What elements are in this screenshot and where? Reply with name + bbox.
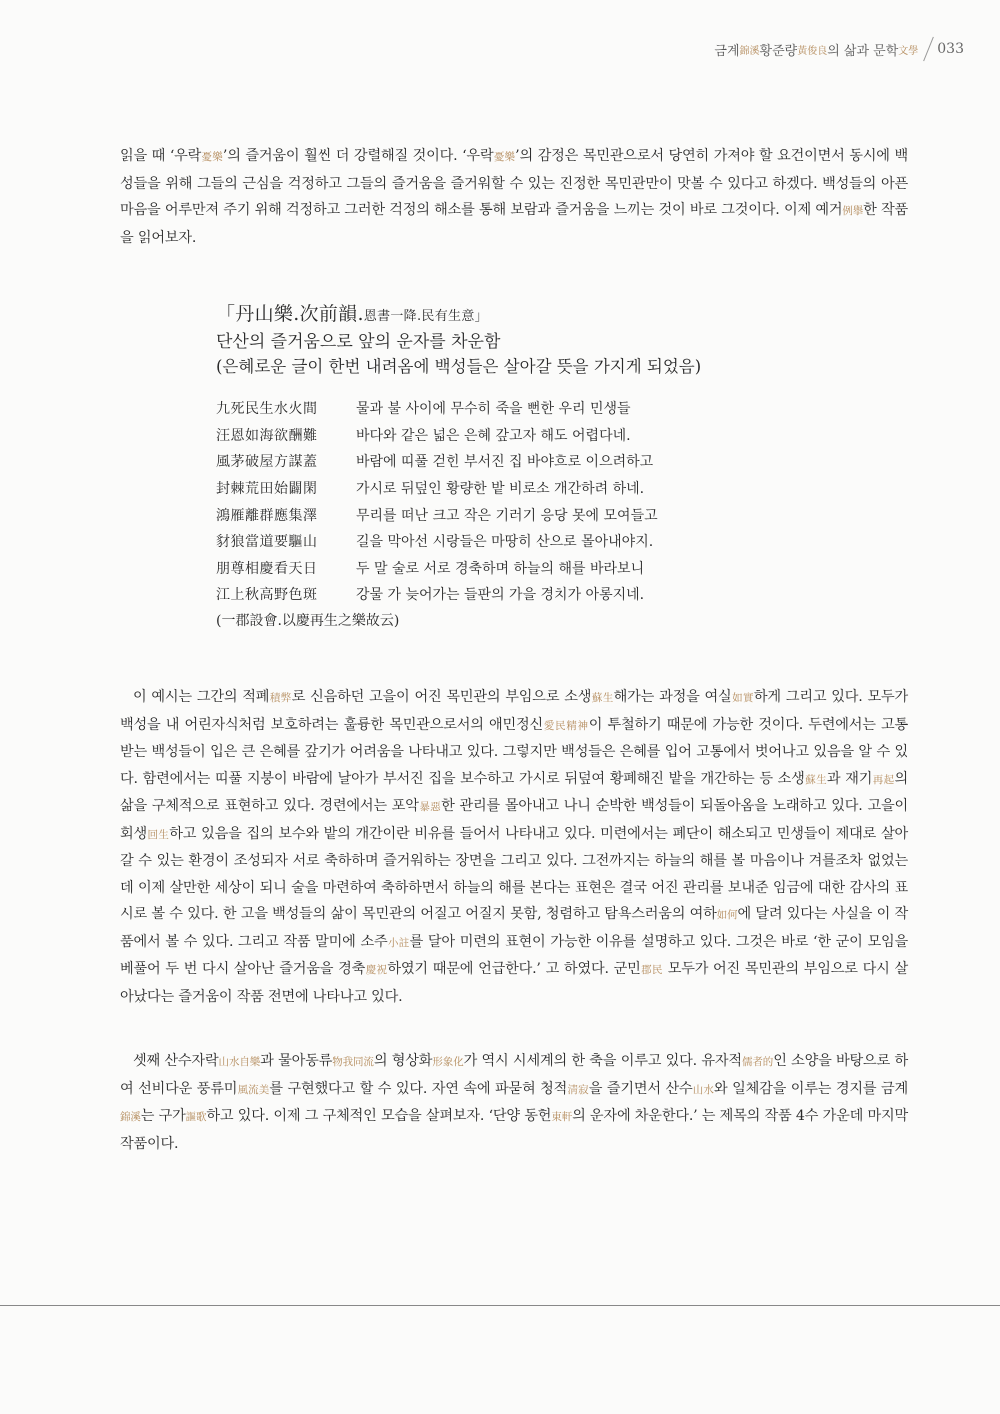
poem-annotation: (一郡設會.以慶再生之樂故云) xyxy=(216,612,400,629)
hanja-gloss: 回生 xyxy=(147,828,170,841)
page-number: 033 xyxy=(937,41,964,57)
poem-line-translation: 길을 막아선 시랑들은 마땅히 산으로 몰아내야지. xyxy=(356,534,654,551)
hanja-gloss: 錦溪 xyxy=(120,1111,141,1123)
hanja-gloss: 暴惡 xyxy=(418,801,442,813)
poem-line-hanja: 風茅破屋方謀蓋 xyxy=(216,454,318,471)
poem-title-note: (은혜로운 글이 한번 내려옴에 백성들은 살아갈 뜻을 가지게 되었음) xyxy=(216,357,702,376)
poem-line-hanja: 江上秋高野色斑 xyxy=(216,587,318,604)
poem-line-translation: 물과 불 사이에 무수히 죽을 뻔한 우리 민생들 xyxy=(356,401,631,418)
hanja-gloss: 山水 xyxy=(692,1083,714,1096)
poem-line-hanja: 九死民生水火間 xyxy=(216,401,318,418)
poem-lines xyxy=(216,395,816,608)
poem-line xyxy=(216,501,816,528)
poem-line xyxy=(216,528,816,555)
paragraph-text: 이 예시는 그간의 적폐 xyxy=(133,689,270,705)
paragraph-text: 하고 있다. 이제 그 구체적인 모습을 살펴보자. ‘단양 동헌 xyxy=(206,1108,552,1124)
paragraph-text: ’의 감정은 목민관으로서 당연히 가져야 할 요건이면서 동시에 백성들을 위해 그들의 근심을 걱정하고 그들의 즐거움을 즐거워할 수 있는 진정한 목민관만이 맛볼 수 있다고 하겠다. 백성들의 아픈 마음을 어루만져 주기 위해 걱정하고 그러한 걱정의 해소를 통해 보람과 즐거움을 느끼는 것이 바로 그것이다. 이제 예거 xyxy=(120,148,908,218)
paragraph-text: 와 일체감을 이루는 경지를 금계 xyxy=(713,1080,908,1097)
hanja-gloss: 如何 xyxy=(716,909,738,921)
poem-line xyxy=(216,422,816,449)
header-divider xyxy=(923,37,934,61)
header-text: 의 삶과 문학 xyxy=(827,43,899,59)
paragraph-text: 한 관리를 몰아내고 나니 순박한 백성들이 되돌아옴을 노래하고 있다. 고을이 회생 xyxy=(120,798,908,842)
hanja-gloss: 小註 xyxy=(387,936,410,949)
poem-line xyxy=(216,581,816,608)
poem-line-hanja: 鴻雁離群應集澤 xyxy=(216,507,318,524)
paragraph-text: 를 달아 미련의 표현이 가능한 이유를 설명하고 있다. 그것은 바로 ‘한 군이 모임을 베풀어 두 번 다시 살아난 즐거움을 경축 xyxy=(120,933,908,977)
poem-line-translation: 가시로 뒤덮인 황량한 밭 비로소 개간하려 하네. xyxy=(356,481,645,498)
body-paragraph-2 xyxy=(120,684,908,1010)
poem-line xyxy=(216,475,816,502)
paragraph-text: 모두가 어진 목민관의 부임으로 다시 살아났다는 즐거움이 작품 전면에 나타나고 있다. xyxy=(120,961,908,1005)
poem-line-hanja: 汪恩如海欲酬難 xyxy=(216,427,318,444)
hanja-gloss: 東軒 xyxy=(551,1111,573,1123)
paragraph-text: 의 삶을 구체적으로 표현하고 있다. 경련에서는 포악 xyxy=(120,770,908,814)
hanja-gloss: 蘇生 xyxy=(804,773,827,786)
paragraph-text: 한 작품을 읽어보자. xyxy=(120,202,908,246)
poem-title-sub: 恩書一降.民有生意」 xyxy=(363,309,488,324)
poem-line xyxy=(216,555,816,582)
paragraph-text: 로 신음하던 고을이 어진 목민관의 부임으로 소생 xyxy=(291,689,592,705)
paragraph-text: 하게 그리고 있다. 모두가 백성을 내 어린자식처럼 보호하려는 훌륭한 목민관으로서의 애민정신 xyxy=(120,689,909,733)
body-paragraph-3 xyxy=(120,1048,908,1157)
hanja-gloss: 風流美 xyxy=(237,1083,270,1096)
hanja-gloss: 憂樂 xyxy=(493,151,516,163)
paragraph-text: 가 역시 시세계의 한 축을 이루고 있다. 유자적 xyxy=(463,1053,742,1069)
paragraph-text: 과 재기 xyxy=(826,770,873,787)
bottom-rule xyxy=(0,1305,1000,1306)
poem-title xyxy=(216,302,816,329)
hanja-gloss: 憂樂 xyxy=(201,151,223,163)
hanja-gloss: 例擧 xyxy=(842,205,864,217)
header-hanja: 黃俊良 xyxy=(797,45,828,57)
paragraph-text: 셋째 산수자락 xyxy=(133,1053,219,1069)
paragraph-text: 인 소양을 바탕으로 하여 선비다운 풍류미 xyxy=(120,1053,908,1097)
paragraph-text: 읽을 때 ‘우락 xyxy=(120,148,202,164)
hanja-gloss: 物我同流 xyxy=(332,1056,374,1068)
running-header xyxy=(714,36,964,62)
poem-line xyxy=(216,448,816,475)
hanja-gloss: 蘇生 xyxy=(591,692,614,704)
poem-line-translation: 무리를 떠난 크고 작은 기러기 응당 못에 모여들고 xyxy=(356,507,658,524)
paragraph-text: 에 달려 있다는 사실을 이 작품에서 볼 수 있다. 그리고 작품 말미에 소주 xyxy=(120,906,908,950)
paragraph-text: 를 구현했다고 할 수 있다. 자연 속에 파묻혀 청적 xyxy=(269,1080,568,1097)
poem-line-hanja: 豺狼當道要驅山 xyxy=(216,534,318,551)
header-hanja: 錦溪 xyxy=(739,45,760,57)
paragraph-text: 의 운자에 차운한다.’ 는 제목의 작품 4수 가운데 마지막 작품이다. xyxy=(120,1108,909,1152)
hanja-gloss: 淸寂 xyxy=(567,1083,589,1096)
paragraph-text: 의 형상화 xyxy=(373,1053,433,1069)
hanja-gloss: 儒者的 xyxy=(741,1056,774,1068)
paragraph-text: 을 즐기면서 산수 xyxy=(588,1080,693,1097)
poem-line-hanja: 朋尊相慶看天日 xyxy=(216,560,318,577)
poem-line-translation: 강물 가 늦어가는 들판의 가을 경치가 아롱지네. xyxy=(356,587,645,604)
body-paragraph-1 xyxy=(120,143,908,251)
poem-block xyxy=(216,302,816,630)
hanja-gloss: 郡民 xyxy=(640,964,663,976)
paragraph-text: 하였기 때문에 언급한다.’ 고 하였다. 군민 xyxy=(387,961,641,977)
header-text: 황준량 xyxy=(759,43,798,59)
paragraph-text: 하고 있음을 집의 보수와 밭의 개간이란 비유를 들어서 나타내고 있다. 미련에서는 폐단이 해소되고 민생들이 제대로 살아갈 수 있는 환경이 조성되자 서로 축하하며 즐거워하는 장면을 그리고 있다. 그전까지는 하늘의 해를 볼 마음이나 겨를조차 없었는데 이제 살만한 세상이 되니 술을 마련하여 축하하면서 하늘의 해를 본다는 표현은 결국 어진 관리를 보내준 임금에 대한 감사의 표시로 볼 수 있다. 한 고을 백성들의 삶이 목민관의 어질고 어질지 못함, 청렴하고 탐욕스러움의 여하 xyxy=(120,825,908,922)
paragraph-text: ’의 즐거움이 훨씬 더 강렬해질 것이다. ‘우락 xyxy=(222,148,494,164)
poem-line-translation: 두 말 술로 서로 경축하며 하늘의 해를 바라보니 xyxy=(356,560,645,577)
poem-title-korean: 단산의 즐거움으로 앞의 운자를 차운함 xyxy=(216,332,501,352)
hanja-gloss: 愛民精神 xyxy=(542,719,589,732)
paragraph-text: 는 구가 xyxy=(140,1108,186,1124)
hanja-gloss: 謳歌 xyxy=(185,1111,207,1123)
hanja-gloss: 如實 xyxy=(731,692,754,704)
hanja-gloss: 慶祝 xyxy=(365,964,388,976)
paragraph-text: 과 물아동류 xyxy=(260,1053,333,1069)
poem-line-translation: 바람에 띠풀 걷힌 부서진 집 바야흐로 이으려하고 xyxy=(356,454,654,471)
poem-line-hanja: 封棘荒田始闢閑 xyxy=(216,481,318,498)
poem-title-main: 「丹山樂.次前韻. xyxy=(216,303,364,325)
hanja-gloss: 積弊 xyxy=(269,692,292,704)
paragraph-text: 이 투철하기 때문에 가능한 것이다. 두련에서는 고통 받는 백성들이 입은 큰 은혜를 갚기가 어려움을 나타내고 있다. 그렇지만 백성들은 은혜를 입어 고통에서 벗어나고 있음을 알 수 있다. 함련에서는 띠풀 지붕이 바람에 날아가 부서진 집을 보수하고 가시로 뒤덮여 황폐해진 밭을 개간하는 등 소생 xyxy=(120,716,908,787)
hanja-gloss: 山水自樂 xyxy=(218,1056,261,1068)
header-text: 금계 xyxy=(714,43,740,59)
poem-line xyxy=(216,395,816,422)
poem-line-translation: 바다와 같은 넓은 은혜 갚고자 해도 어렵다네. xyxy=(356,427,631,444)
paragraph-text: 해가는 과정을 여실 xyxy=(613,689,732,705)
hanja-gloss: 再起 xyxy=(872,773,895,786)
header-hanja: 文學 xyxy=(898,45,919,57)
hanja-gloss: 形象化 xyxy=(432,1056,464,1068)
